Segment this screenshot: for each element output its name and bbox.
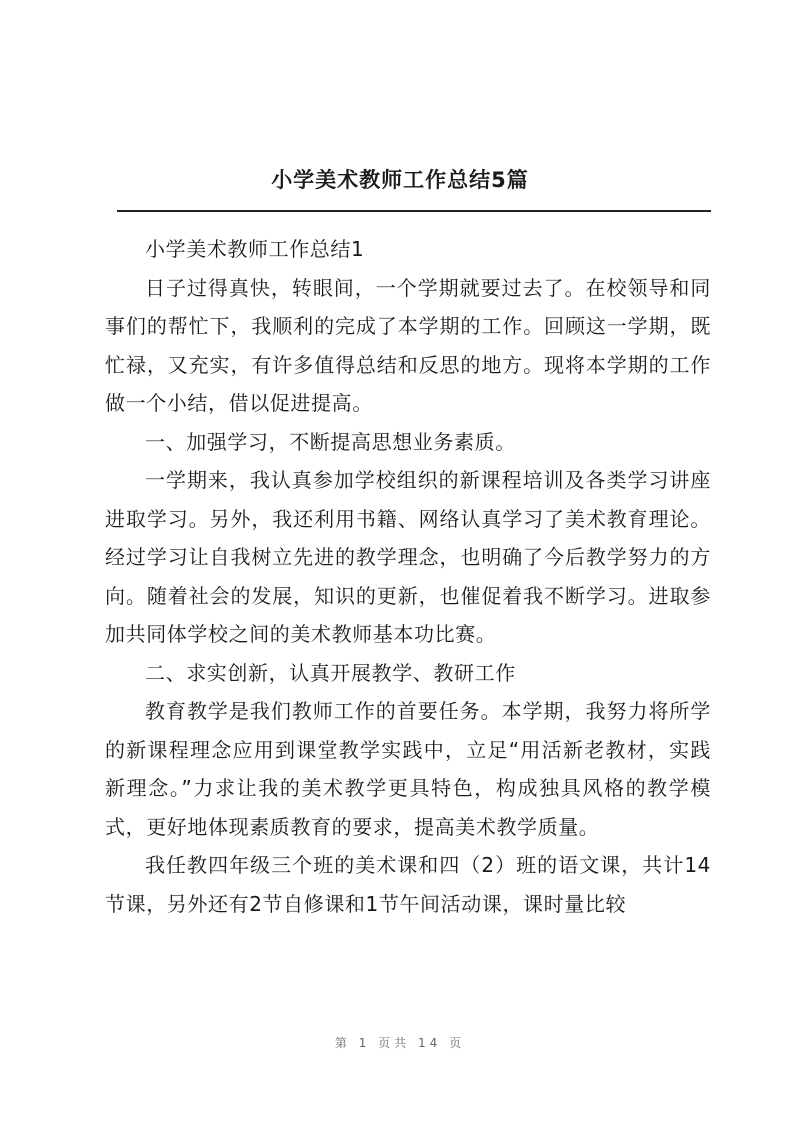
body-paragraph: 教育教学是我们教师工作的首要任务。本学期，我努力将所学的新课程理念应用到课堂教学实践中，立足“用活新老教材，实践新理念。”力求让我的美术教学更具特色，构成独具风格的教学模式，更好地体现素质教育的要求，提高美术教学质量。 (105, 699, 711, 839)
body-paragraph: 一学期来，我认真参加学校组织的新课程培训及各类学习讲座进取学习。另外，我还利用书籍、网络认真学习了美术教育理论。经过学习让自我树立先进的教学理念，也明确了今后教学努力的方向。随着社会的发展，知识的更新，也催促着我不断学习。进取参加共同体学校之间的美术教师基本功比赛。 (105, 468, 711, 646)
page-number-footer: 第 1 页共 14 页 (334, 1036, 466, 1050)
document-body (105, 230, 711, 923)
body-paragraph: 我任教四年级三个班的美术课和四（2）班的语文课，共计14节课，另外还有2节自修课和1节午间活动课，课时量比较 (105, 853, 711, 916)
subsection-heading: 一、加强学习，不断提高思想业务素质。 (145, 429, 516, 454)
document-title: 小学美术教师工作总结5篇 (271, 168, 529, 192)
subsection-heading: 二、求实创新，认真开展教学、教研工作 (145, 660, 516, 685)
section-heading: 小学美术教师工作总结1 (145, 237, 365, 261)
title-divider (117, 210, 711, 212)
body-paragraph: 日子过得真快，转眼间，一个学期就要过去了。在校领导和同事们的帮忙下，我顺利的完成了本学期的工作。回顾这一学期，既忙禄，又充实，有许多值得总结和反思的地方。现将本学期的工作做一个小结，借以促进提高。 (105, 275, 711, 415)
